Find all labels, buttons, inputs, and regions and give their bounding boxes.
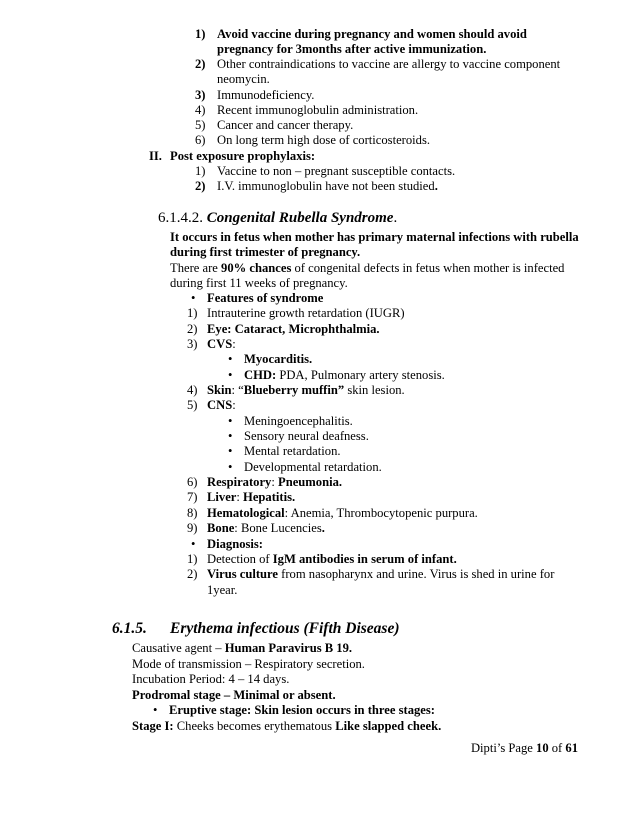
list-text: Avoid vaccine during pregnancy and women should avoid bbox=[217, 27, 527, 41]
bullet-text: Myocarditis. bbox=[244, 352, 313, 366]
bullet-text: Features of syndrome bbox=[207, 291, 324, 305]
list-number: 5) bbox=[195, 118, 206, 132]
list-text: I.V. immunoglobulin have not been studied. bbox=[217, 179, 438, 193]
paragraph-line: Causative agent – Human Paravirus B 19. bbox=[132, 641, 353, 655]
list-number: 1) bbox=[195, 27, 206, 41]
list-text: Other contraindications to vaccine are allergy to vaccine component bbox=[217, 57, 561, 71]
subsection-heading: Erythema infectious (Fifth Disease) bbox=[170, 620, 400, 637]
list-number: 2) bbox=[195, 179, 206, 193]
list-text: CNS: bbox=[207, 398, 236, 412]
bullet-icon bbox=[228, 429, 232, 444]
paragraph-line: It occurs in fetus when mother has primary maternal infections with rubella bbox=[170, 230, 579, 244]
bullet-icon bbox=[191, 291, 195, 306]
bullet-text: Diagnosis: bbox=[207, 537, 263, 551]
list-text: Hematological: Anemia, Thrombocytopenic purpura. bbox=[207, 506, 478, 520]
subsection-heading: 6.1.4.2. Congenital Rubella Syndrome. bbox=[158, 210, 398, 226]
paragraph-line: Prodromal stage – Minimal or absent. bbox=[132, 688, 336, 702]
bullet-icon bbox=[228, 352, 232, 367]
list-number: 1) bbox=[187, 306, 198, 320]
bullet-icon bbox=[228, 460, 232, 475]
list-text: Bone: Bone Lucencies. bbox=[207, 521, 325, 535]
list-text: Intrauterine growth retardation (IUGR) bbox=[207, 306, 405, 320]
subsection-number: 6.1.5. bbox=[112, 620, 147, 637]
list-text: Skin: “Blueberry muffin” skin lesion. bbox=[207, 383, 405, 397]
list-number: 6) bbox=[195, 133, 206, 147]
bullet-icon bbox=[228, 368, 232, 383]
list-text: neomycin. bbox=[217, 72, 270, 86]
paragraph-line: during first 11 weeks of pregnancy. bbox=[170, 276, 348, 290]
list-text: Eye: Cataract, Microphthalmia. bbox=[207, 322, 380, 336]
list-text: 1year. bbox=[207, 583, 238, 597]
list-text: Vaccine to non – pregnant susceptible contacts. bbox=[217, 164, 456, 178]
bullet-text: CHD: PDA, Pulmonary artery stenosis. bbox=[244, 368, 445, 382]
paragraph-line: during first trimester of pregnancy. bbox=[170, 245, 361, 259]
list-number: 2) bbox=[195, 57, 206, 71]
list-number: 5) bbox=[187, 398, 198, 412]
section-number: II. bbox=[149, 149, 162, 163]
list-number: 2) bbox=[187, 567, 198, 581]
list-number: 4) bbox=[187, 383, 198, 397]
bullet-text: Developmental retardation. bbox=[244, 460, 382, 474]
section-heading: Post exposure prophylaxis: bbox=[170, 149, 316, 163]
list-text: CVS: bbox=[207, 337, 236, 351]
list-number: 3) bbox=[195, 88, 206, 102]
bullet-text: Eruptive stage: Skin lesion occurs in three stages: bbox=[169, 703, 435, 717]
list-number: 1) bbox=[195, 164, 206, 178]
list-text: Cancer and cancer therapy. bbox=[217, 118, 354, 132]
list-number: 6) bbox=[187, 475, 198, 489]
list-number: 7) bbox=[187, 490, 198, 504]
bullet-icon bbox=[153, 703, 157, 718]
list-text: Detection of IgM antibodies in serum of infant. bbox=[207, 552, 457, 566]
list-text: Virus culture from nasopharynx and urine. Virus is shed in urine for bbox=[207, 567, 555, 581]
bullet-icon bbox=[228, 414, 232, 429]
list-number: 3) bbox=[187, 337, 198, 351]
list-number: 4) bbox=[195, 103, 206, 117]
paragraph-line: Mode of transmission – Respiratory secretion. bbox=[132, 657, 365, 671]
paragraph-line: There are 90% chances of congenital defects in fetus when mother is infected bbox=[170, 261, 565, 275]
list-text: Immunodeficiency. bbox=[217, 88, 315, 102]
list-text: Recent immunoglobulin administration. bbox=[217, 103, 419, 117]
paragraph-line: Stage I: Cheeks becomes erythematous Like slapped cheek. bbox=[132, 719, 442, 733]
page-footer: Dipti’s Page 10 of 61 bbox=[470, 741, 578, 755]
list-number: 9) bbox=[187, 521, 198, 535]
bullet-text: Meningoencephalitis. bbox=[244, 414, 353, 428]
list-number: 1) bbox=[187, 552, 198, 566]
list-text: Respiratory: Pneumonia. bbox=[207, 475, 343, 489]
list-number: 2) bbox=[187, 322, 198, 336]
bullet-icon bbox=[228, 444, 232, 459]
list-number: 8) bbox=[187, 506, 198, 520]
list-text: Liver: Hepatitis. bbox=[207, 490, 296, 504]
bullet-text: Mental retardation. bbox=[244, 444, 341, 458]
bullet-text: Sensory neural deafness. bbox=[244, 429, 369, 443]
list-text: On long term high dose of corticosteroids. bbox=[217, 133, 431, 147]
bullet-icon bbox=[191, 537, 195, 552]
list-text: pregnancy for 3months after active immunization. bbox=[217, 42, 487, 56]
paragraph-line: Incubation Period: 4 – 14 days. bbox=[132, 672, 290, 686]
